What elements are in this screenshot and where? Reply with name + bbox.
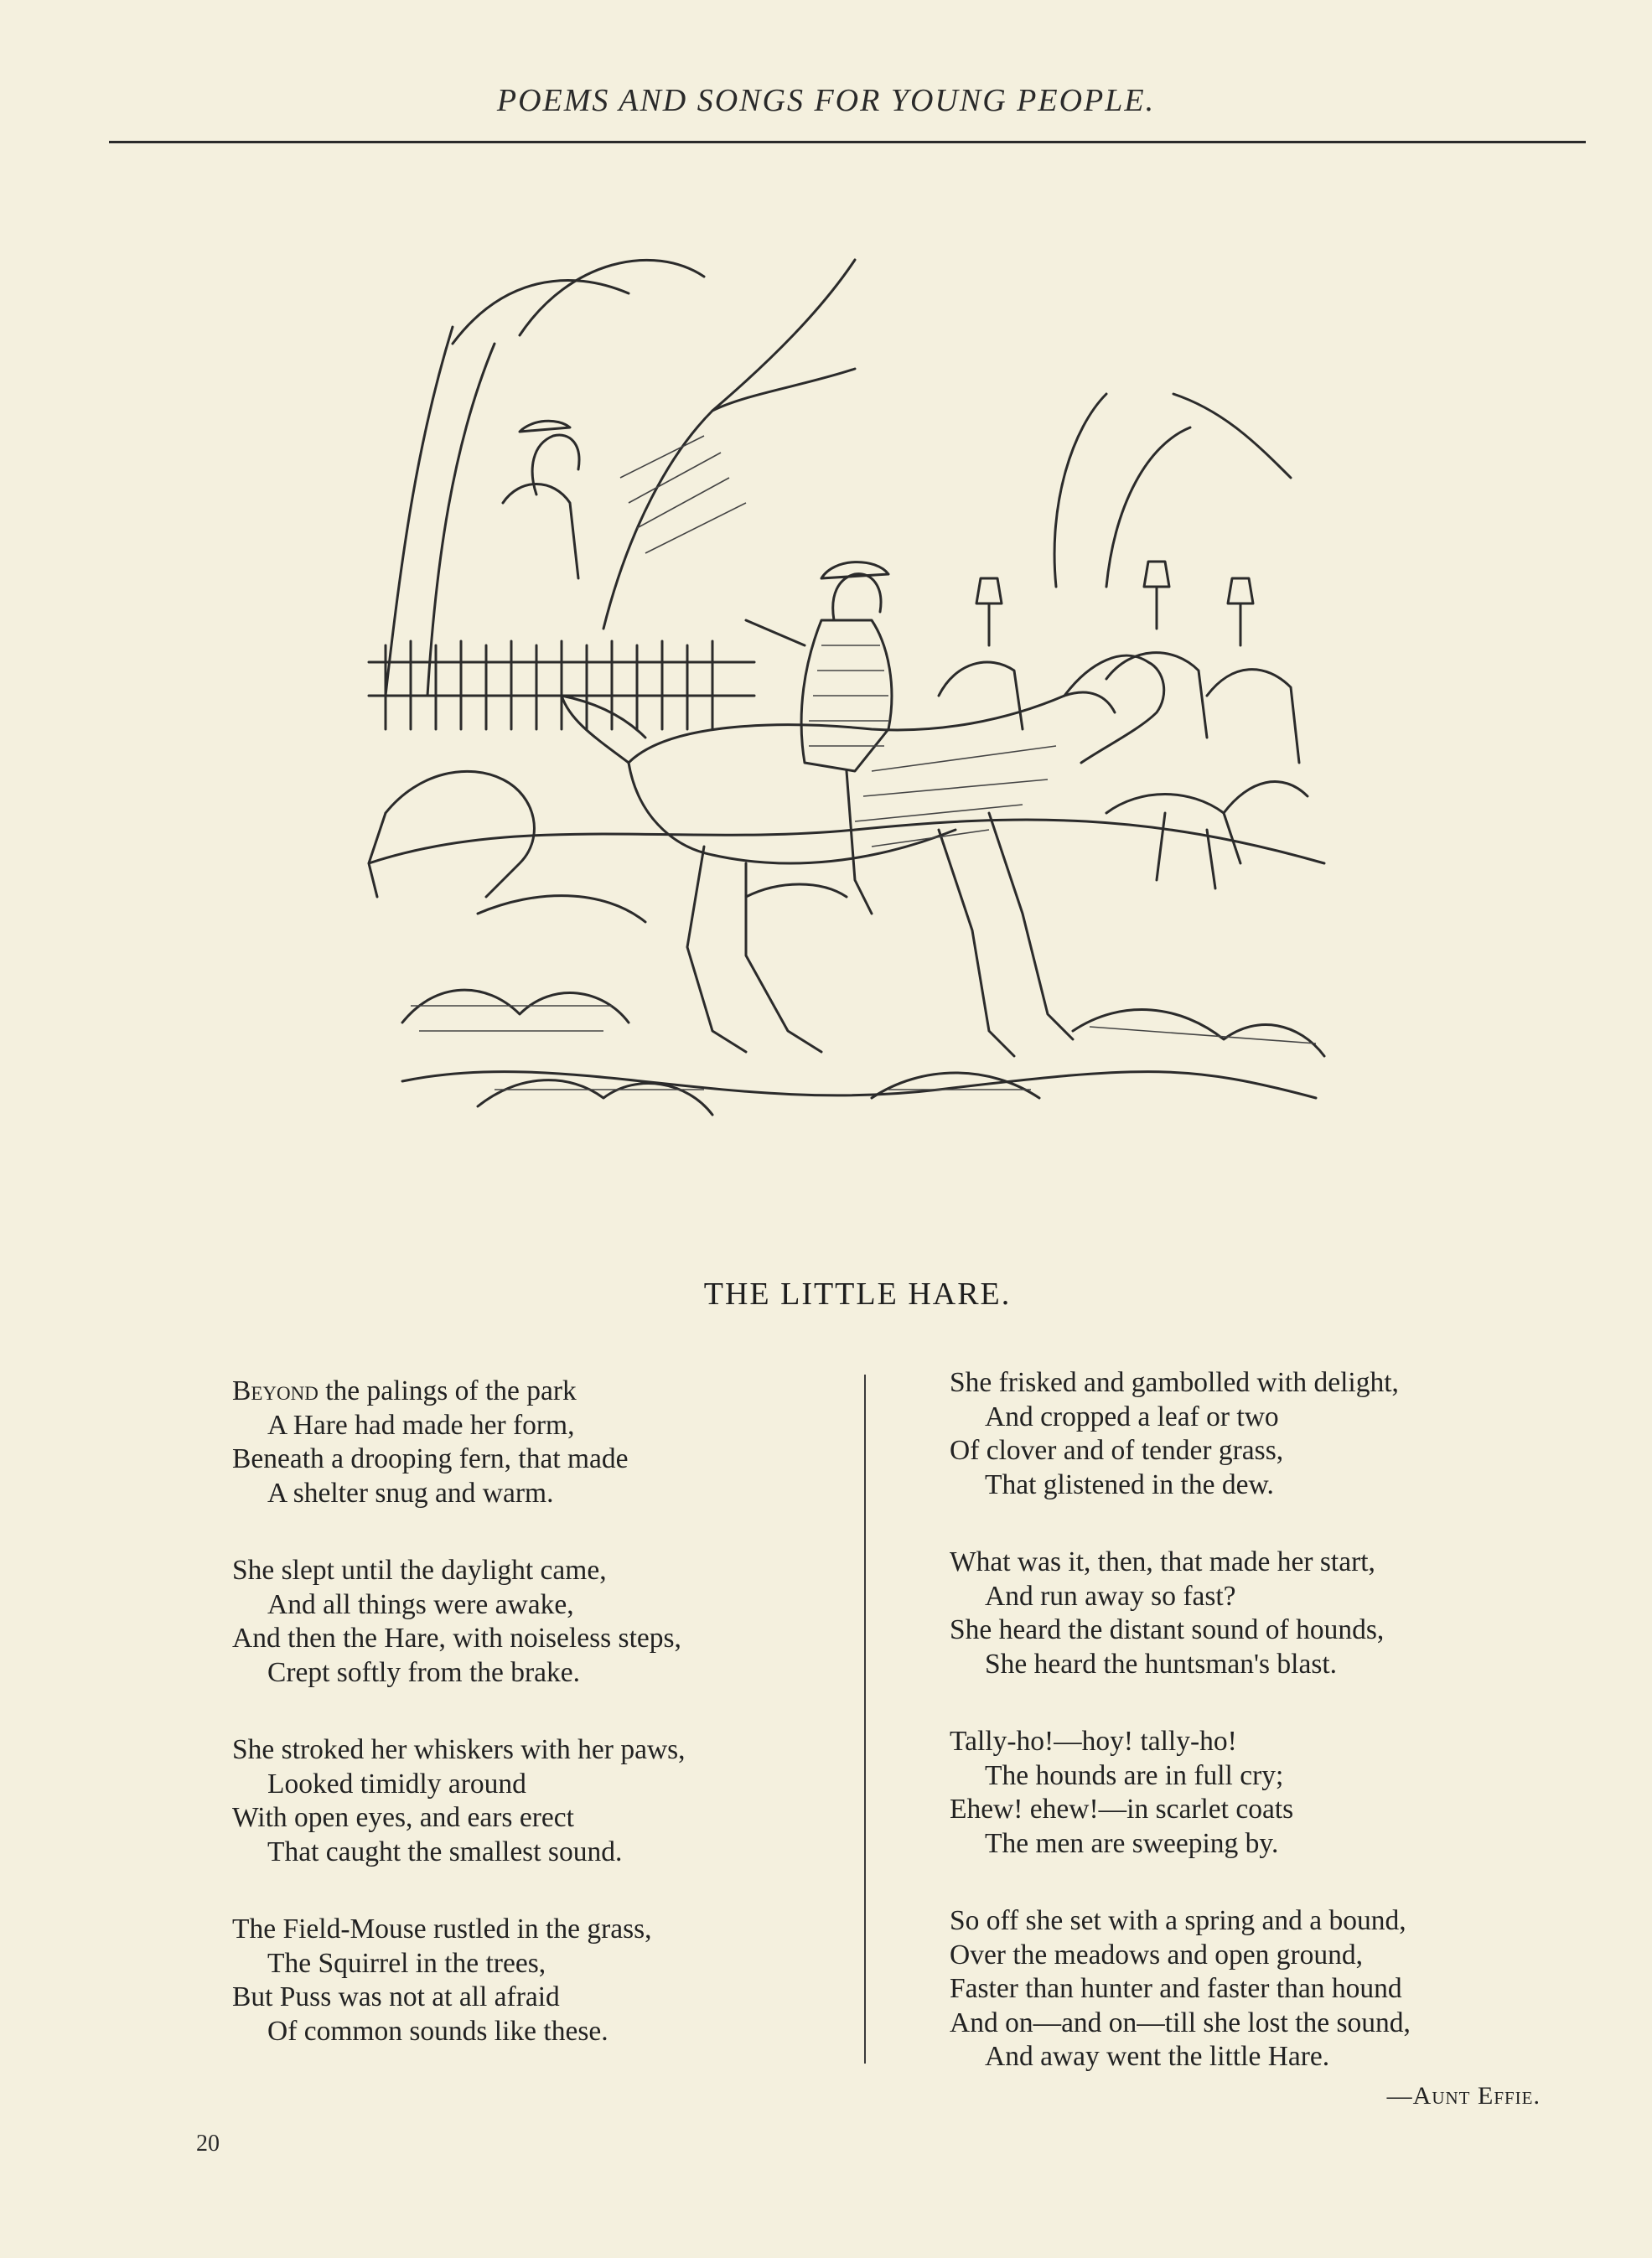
stanza [232, 1375, 852, 1510]
poem-line: The hounds are in full cry; [985, 1759, 1284, 1791]
poem-column-left [232, 1375, 852, 2092]
stanza [232, 1554, 852, 1690]
poem-line: The men are sweeping by. [985, 1827, 1279, 1859]
stanza [950, 1366, 1561, 1502]
poem-line: The Squirrel in the trees, [267, 1947, 546, 1979]
poem-line: That caught the smallest sound. [267, 1836, 623, 1867]
poem-line [232, 1375, 852, 1409]
stanza [950, 1904, 1561, 2074]
poem-line: So off she set with a spring and a bound, [950, 1905, 1406, 1936]
poem-line: She stroked her whiskers with her paws, [232, 1734, 686, 1765]
stanza [950, 1725, 1561, 1861]
stanza [950, 1546, 1561, 1681]
poem-line: And run away so fast? [985, 1580, 1236, 1612]
poem-line: She frisked and gambolled with delight, [950, 1367, 1399, 1398]
poem-line: And on—and on—till she lost the sound, [950, 2007, 1411, 2038]
poem-line: Tally-ho!—hoy! tally-ho! [950, 1726, 1237, 1757]
stanza [232, 1733, 852, 1869]
poem-line: And cropped a leaf or two [985, 1401, 1279, 1432]
poem-line: And away went the little Hare. [985, 2041, 1330, 2072]
poem-line: Ehew! ehew!—in scarlet coats [950, 1794, 1294, 1825]
running-head: POEMS AND SONGS FOR YOUNG PEOPLE. [496, 83, 1156, 118]
poem-title: THE LITTLE HARE. [703, 1277, 1012, 1312]
poem-line: She heard the huntsman's blast. [985, 1648, 1338, 1680]
poem-line: Of common sounds like these. [267, 2015, 608, 2047]
poem-line: And then the Hare, with noiseless steps, [232, 1623, 681, 1654]
poem-line: But Puss was not at all afraid [232, 1981, 560, 2012]
header-rule [109, 141, 1586, 143]
poem-line: What was it, then, that made her start, [950, 1546, 1375, 1577]
poem-line: Beneath a drooping fern, that made [232, 1443, 629, 1474]
poem-line: Faster than hunter and faster than hound [950, 1973, 1402, 2004]
poem-line: Of clover and of tender grass, [950, 1435, 1284, 1466]
page-number: 20 [196, 2131, 220, 2157]
poem-line: She heard the distant sound of hounds, [950, 1614, 1385, 1645]
poem-line: A shelter snug and warm. [267, 1477, 554, 1509]
poem-line: The Field-Mouse rustled in the grass, [232, 1914, 652, 1945]
poem-line: And all things were awake, [267, 1588, 574, 1620]
first-line-rest: the palings of the park [318, 1375, 577, 1406]
drop-word: Beyond [232, 1375, 318, 1406]
column-divider [864, 1375, 866, 2064]
poem-line: Looked timidly around [267, 1768, 526, 1800]
poem-line: That glistened in the dew. [985, 1468, 1274, 1500]
poem-line: She slept until the daylight came, [232, 1555, 607, 1586]
poem-line: Over the meadows and open ground, [950, 1939, 1364, 1971]
hunt-scene-illustration [352, 226, 1341, 1215]
poem-line: Crept softly from the brake. [267, 1656, 581, 1688]
poem-column-right [950, 1366, 1561, 2118]
author-signature: —Aunt Effie. [1386, 2082, 1541, 2110]
poem-line: With open eyes, and ears erect [232, 1802, 574, 1833]
stanza [232, 1913, 852, 2048]
poem-line: A Hare had made her form, [267, 1409, 575, 1441]
